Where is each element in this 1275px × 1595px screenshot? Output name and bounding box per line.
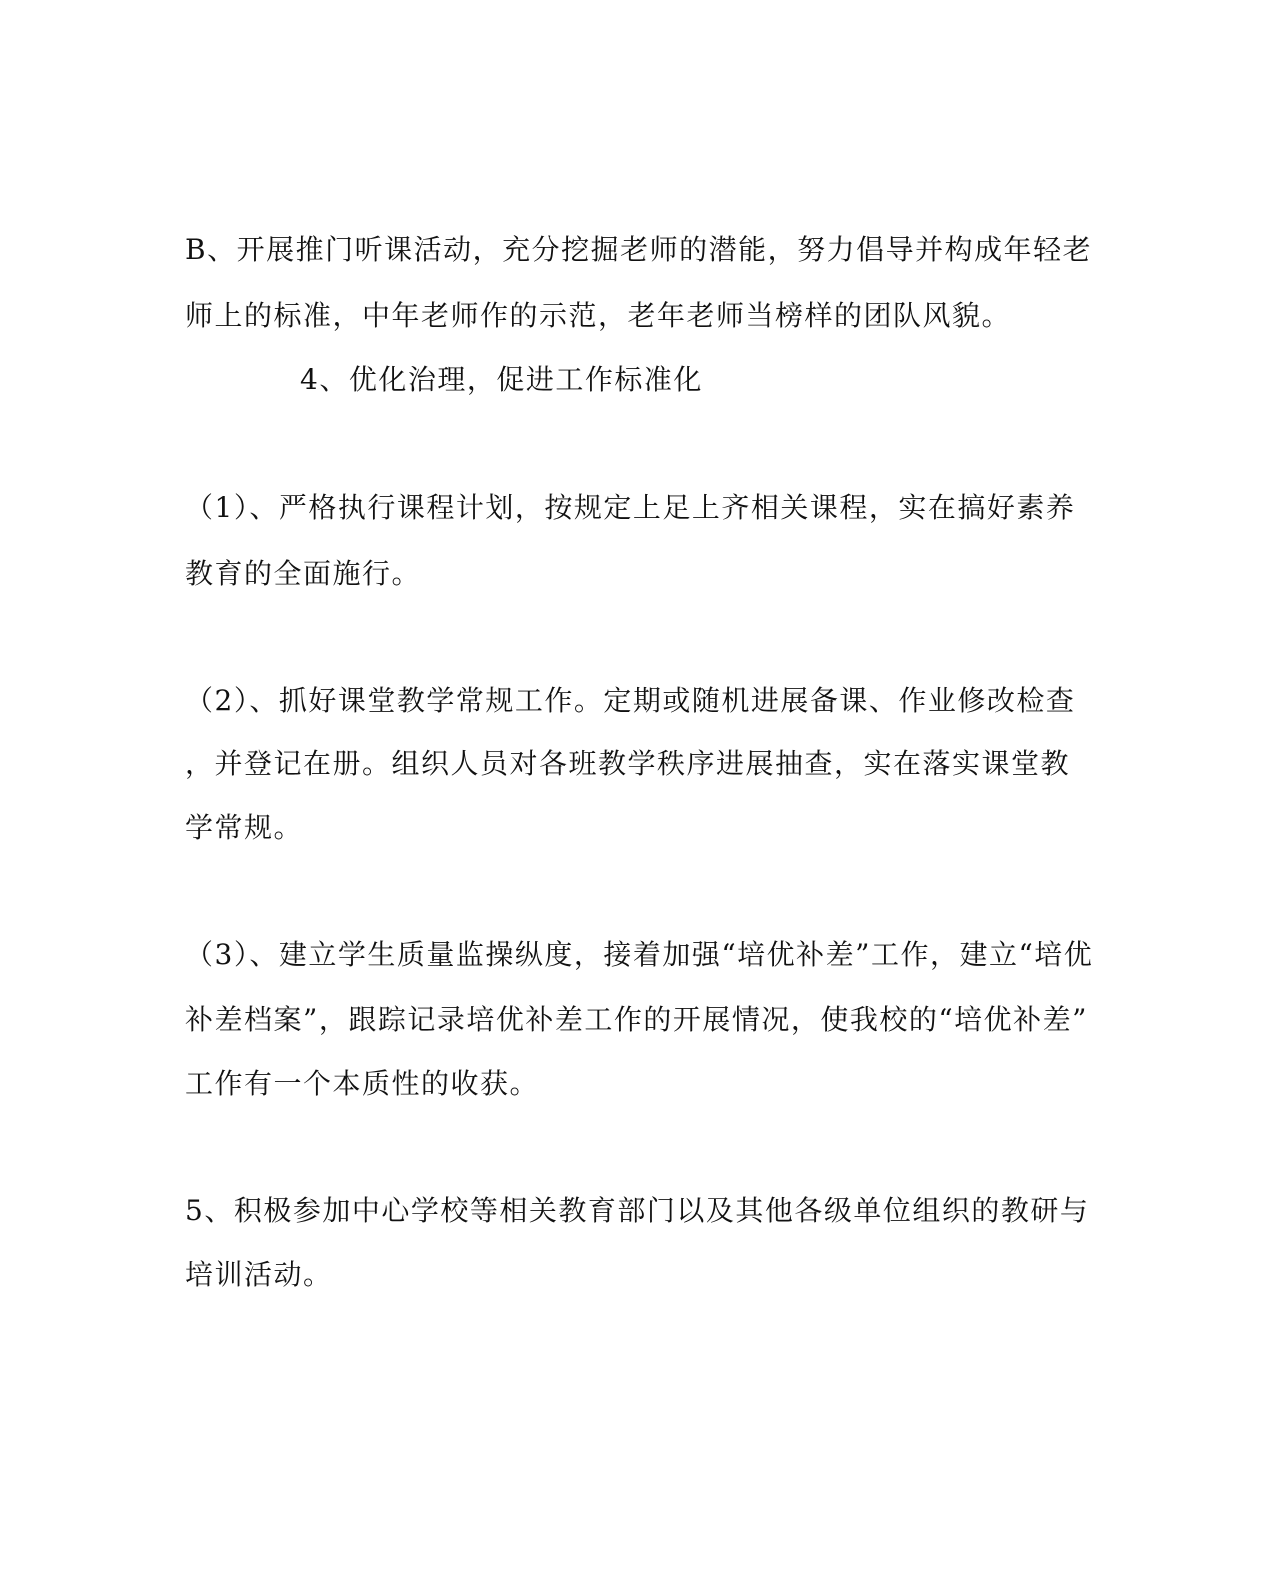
paragraph-5-line-2: 培训活动。 — [185, 1258, 333, 1291]
paragraph-1-line-2: 教育的全面施行。 — [185, 557, 422, 590]
paragraph-2-line-2: ，并登记在册。组织人员对各班教学秩序进展抽查，实在落实课堂教 — [185, 747, 1071, 780]
paragraph-3-line-2: 补差档案”，跟踪记录培优补差工作的开展情况，使我校的“培优补差” — [185, 1003, 1088, 1036]
paragraph-b-line-2: 师上的标准，中年老师作的示范，老年老师当榜样的团队风貌。 — [185, 299, 1012, 332]
paragraph-3-line-3: 工作有一个本质性的收获。 — [185, 1067, 540, 1100]
paragraph-2-line-1: （2）、抓好课堂教学常规工作。定期或随机进展备课、作业修改检查 — [185, 684, 1076, 717]
paragraph-3-line-1: （3）、建立学生质量监操纵度，接着加强“培优补差”工作，建立“培优 — [185, 938, 1094, 971]
paragraph-5-line-1: 5、积极参加中心学校等相关教育部门以及其他各级单位组织的教研与 — [185, 1194, 1090, 1227]
section-heading-4: 4、优化治理，促进工作标准化 — [300, 363, 703, 396]
paragraph-1-line-1: （1）、严格执行课程计划，按规定上足上齐相关课程，实在搞好素养 — [185, 491, 1076, 524]
paragraph-2-line-3: 学常规。 — [185, 811, 304, 844]
paragraph-b-line-1: B、开展推门听课活动，充分挖掘老师的潜能，努力倡导并构成年轻老 — [185, 233, 1093, 266]
